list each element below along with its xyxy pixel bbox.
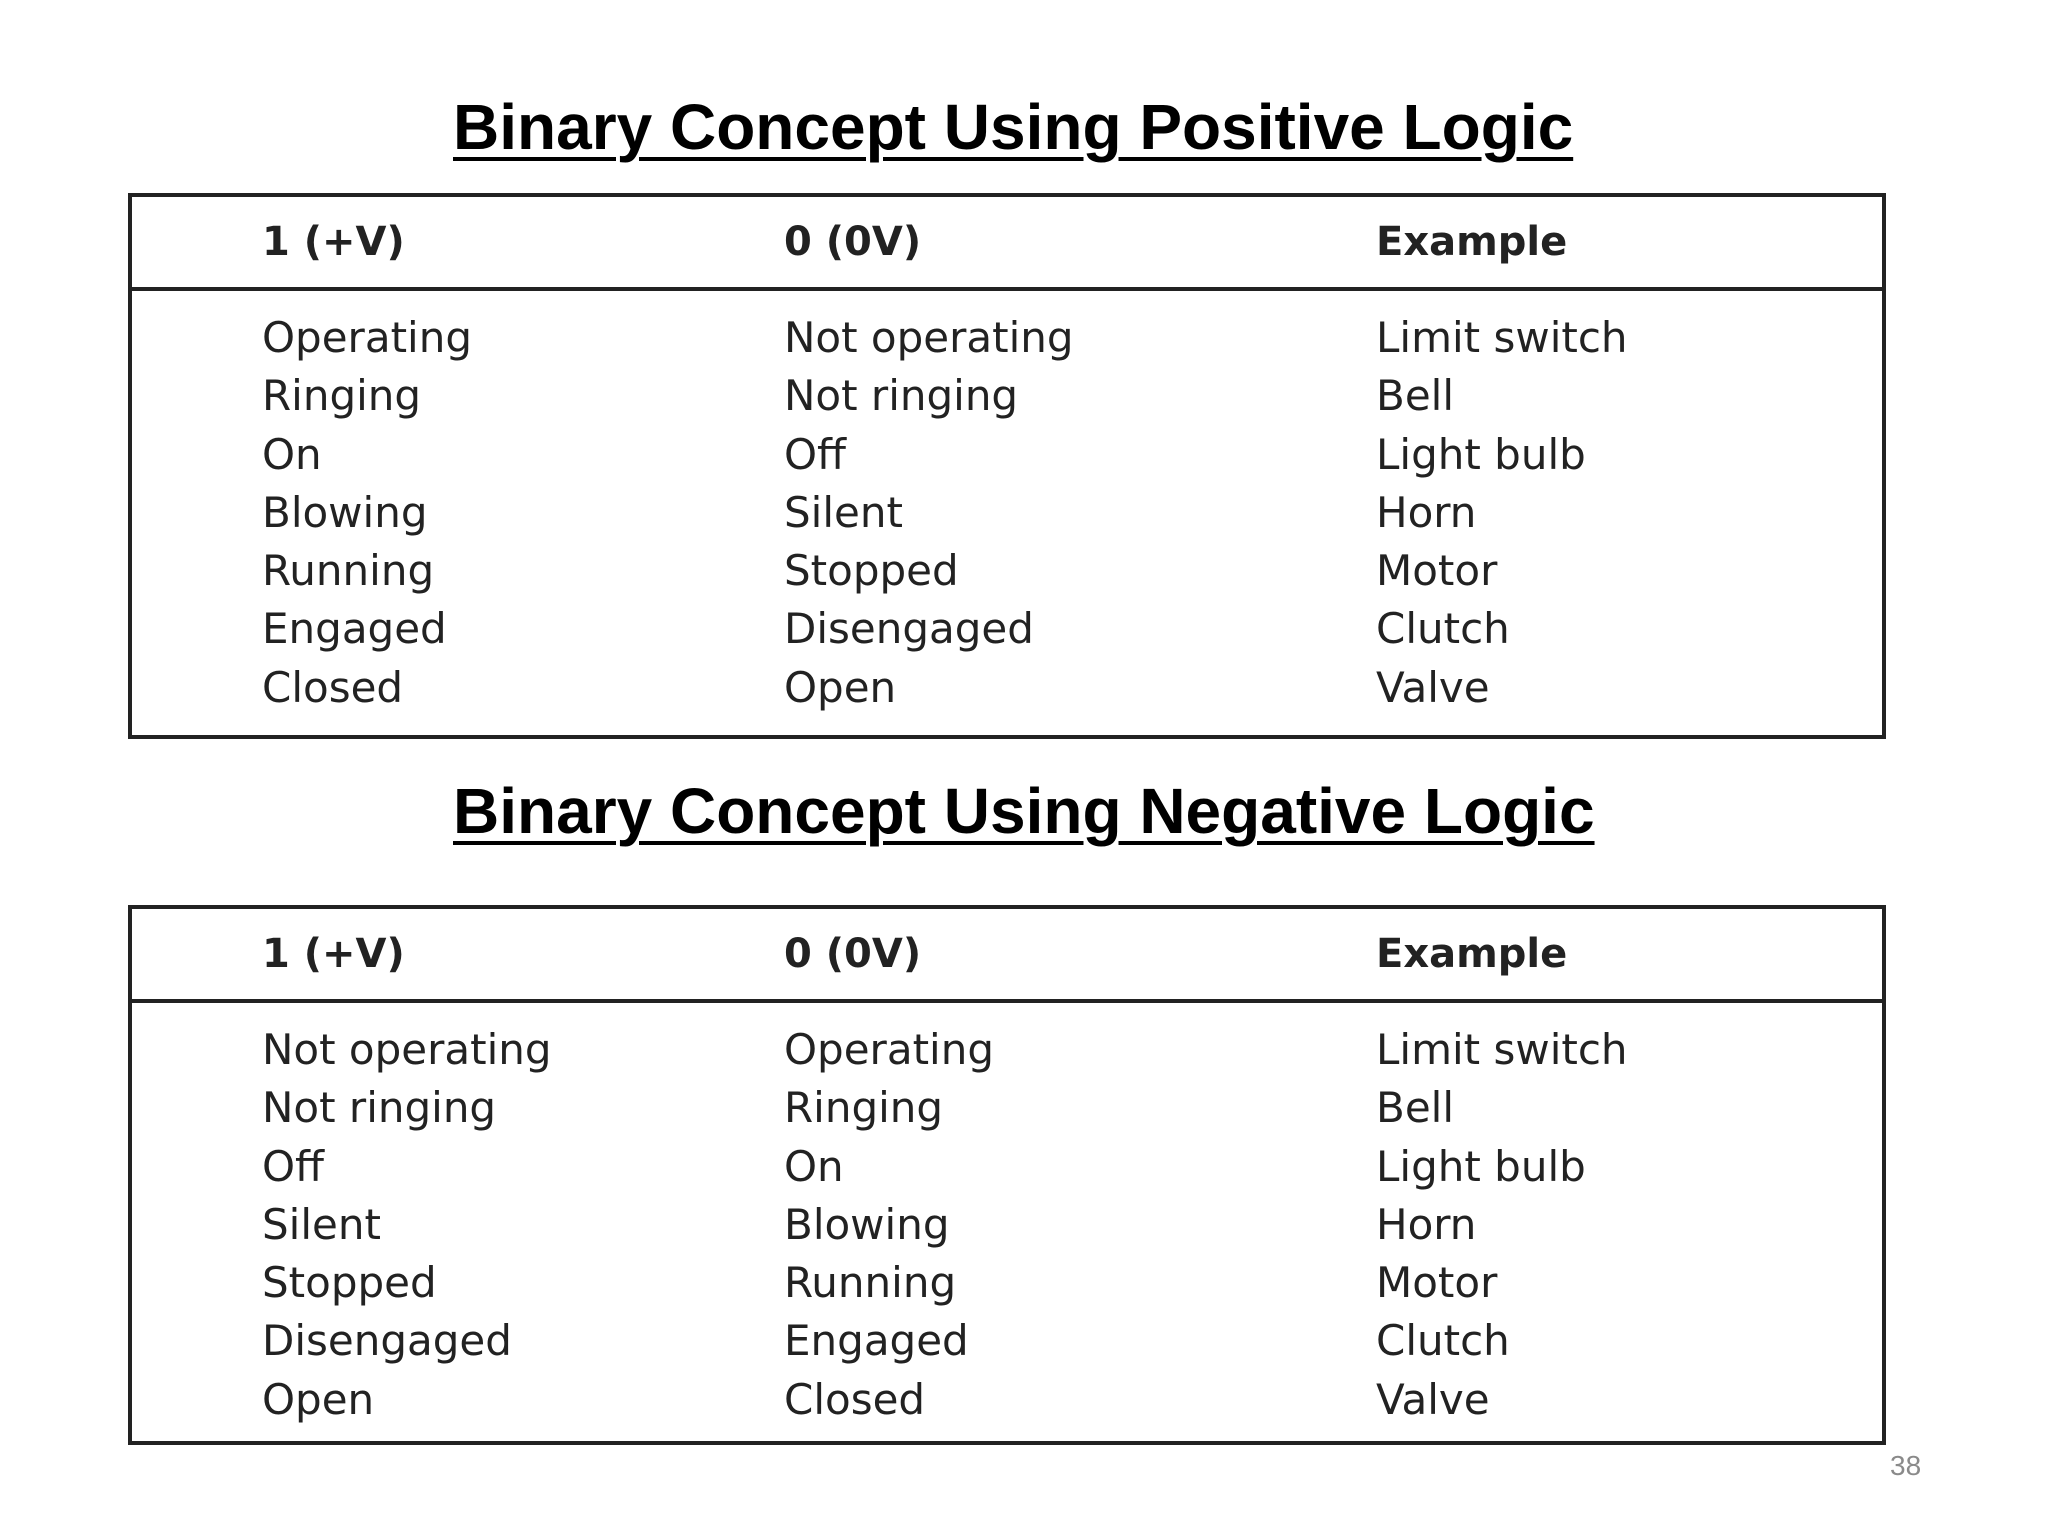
cell-zero: Not operating bbox=[784, 313, 1074, 362]
table-row bbox=[132, 1200, 1882, 1258]
cell-one: Engaged bbox=[262, 604, 447, 654]
cell-zero: Closed bbox=[784, 1374, 926, 1424]
cell-example: Clutch bbox=[1376, 1316, 1510, 1366]
cell-example: Motor bbox=[1376, 1258, 1498, 1308]
positive-logic-table bbox=[128, 193, 1886, 739]
cell-example: Limit switch bbox=[1376, 313, 1628, 362]
table-row bbox=[132, 371, 1882, 429]
table-row bbox=[132, 430, 1882, 488]
cell-zero: Operating bbox=[784, 1025, 994, 1074]
cell-one: Silent bbox=[262, 1199, 381, 1249]
cell-zero: Silent bbox=[784, 487, 903, 537]
cell-example: Valve bbox=[1376, 662, 1490, 712]
cell-zero: On bbox=[784, 1141, 844, 1191]
page-number: 38 bbox=[1890, 1450, 1922, 1481]
cell-example: Light bulb bbox=[1376, 1141, 1586, 1191]
cell-example: Limit switch bbox=[1376, 1025, 1628, 1074]
cell-one: Running bbox=[262, 546, 435, 596]
table-body bbox=[132, 291, 1882, 721]
table-row bbox=[132, 663, 1882, 721]
cell-example: Horn bbox=[1376, 1199, 1477, 1249]
cell-one: Not ringing bbox=[262, 1083, 497, 1133]
header-zero: 0 (0V) bbox=[784, 931, 922, 977]
table-row bbox=[132, 1375, 1882, 1433]
table-row bbox=[132, 1316, 1882, 1374]
cell-one: Ringing bbox=[262, 371, 422, 421]
table-row bbox=[132, 1258, 1882, 1316]
cell-one: Disengaged bbox=[262, 1316, 512, 1366]
cell-example: Horn bbox=[1376, 487, 1477, 537]
cell-zero: Blowing bbox=[784, 1199, 950, 1249]
negative-logic-title: Binary Concept Using Negative Logic bbox=[453, 775, 1595, 847]
cell-example: Valve bbox=[1376, 1374, 1490, 1424]
header-example: Example bbox=[1376, 219, 1568, 265]
cell-example: Bell bbox=[1376, 371, 1454, 421]
cell-zero: Open bbox=[784, 662, 897, 712]
cell-one: Blowing bbox=[262, 487, 428, 537]
table-row bbox=[132, 1025, 1882, 1083]
table-header bbox=[132, 197, 1882, 291]
cell-zero: Stopped bbox=[784, 546, 959, 596]
positive-logic-title: Binary Concept Using Positive Logic bbox=[453, 91, 1574, 163]
table-body bbox=[132, 1003, 1882, 1433]
cell-one: Stopped bbox=[262, 1258, 437, 1308]
table-row bbox=[132, 604, 1882, 662]
cell-example: Light bulb bbox=[1376, 429, 1586, 479]
cell-zero: Ringing bbox=[784, 1083, 944, 1133]
cell-zero: Not ringing bbox=[784, 371, 1019, 421]
header-one: 1 (+V) bbox=[262, 219, 405, 265]
cell-zero: Engaged bbox=[784, 1316, 969, 1366]
cell-one: Open bbox=[262, 1374, 375, 1424]
cell-one: Not operating bbox=[262, 1025, 552, 1074]
cell-one: Off bbox=[262, 1141, 324, 1191]
table-row bbox=[132, 488, 1882, 546]
cell-example: Clutch bbox=[1376, 604, 1510, 654]
cell-zero: Running bbox=[784, 1258, 957, 1308]
negative-logic-table bbox=[128, 905, 1886, 1445]
cell-one: Closed bbox=[262, 662, 404, 712]
table-row bbox=[132, 313, 1882, 371]
header-zero: 0 (0V) bbox=[784, 219, 922, 265]
table-row bbox=[132, 546, 1882, 604]
cell-one: Operating bbox=[262, 313, 472, 362]
header-example: Example bbox=[1376, 931, 1568, 977]
table-header bbox=[132, 909, 1882, 1003]
cell-zero: Off bbox=[784, 429, 846, 479]
header-one: 1 (+V) bbox=[262, 931, 405, 977]
table-row bbox=[132, 1083, 1882, 1141]
cell-zero: Disengaged bbox=[784, 604, 1034, 654]
cell-example: Bell bbox=[1376, 1083, 1454, 1133]
cell-one: On bbox=[262, 429, 322, 479]
table-row bbox=[132, 1142, 1882, 1200]
cell-example: Motor bbox=[1376, 546, 1498, 596]
